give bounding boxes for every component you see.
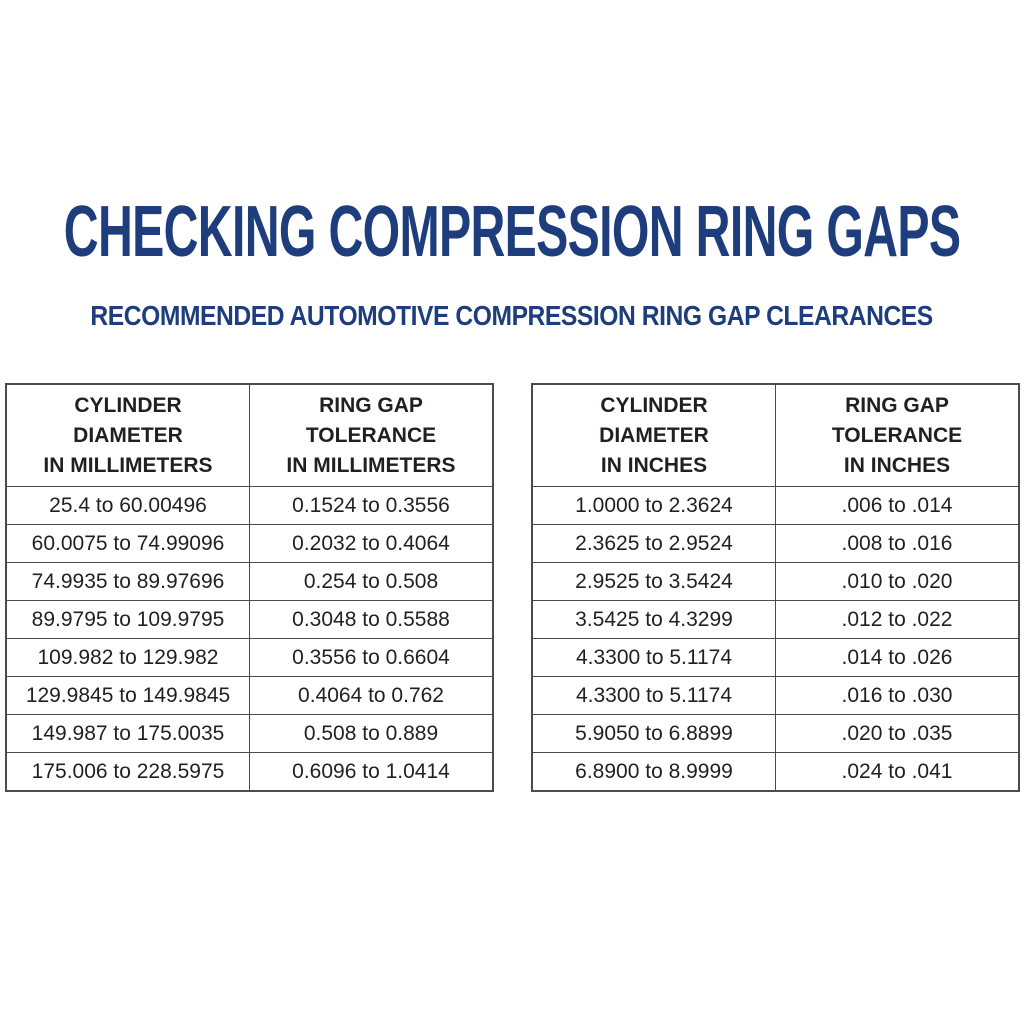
header-line: CYLINDER <box>74 393 182 417</box>
header-line: RING GAP <box>845 393 949 417</box>
header-line: TOLERANCE <box>305 423 437 447</box>
cell-diameter-range: 2.9525 to 3.5424 <box>532 563 776 601</box>
cell-gap-tolerance: .012 to .022 <box>776 601 1020 639</box>
cell-diameter-range: 60.0075 to 74.99096 <box>6 525 250 563</box>
page-title: CHECKING COMPRESSION RING GAPS <box>63 192 961 272</box>
cell-diameter-range: 25.4 to 60.00496 <box>6 487 250 525</box>
cell-gap-tolerance: 0.3556 to 0.6604 <box>250 639 494 677</box>
cell-gap-tolerance: 0.508 to 0.889 <box>250 715 494 753</box>
header-cylinder-diameter <box>6 384 250 487</box>
header-line: RING GAP <box>319 393 423 417</box>
table-row <box>6 487 493 525</box>
cell-gap-tolerance: .016 to .030 <box>776 677 1020 715</box>
cell-diameter-range: 74.9935 to 89.97696 <box>6 563 250 601</box>
cell-gap-tolerance: .010 to .020 <box>776 563 1020 601</box>
table-row <box>6 601 493 639</box>
cell-gap-tolerance: .020 to .035 <box>776 715 1020 753</box>
cell-diameter-range: 175.006 to 228.5975 <box>6 753 250 792</box>
cell-diameter-range: 3.5425 to 4.3299 <box>532 601 776 639</box>
table-row <box>532 563 1019 601</box>
cell-diameter-range: 129.9845 to 149.9845 <box>6 677 250 715</box>
cell-diameter-range: 2.3625 to 2.9524 <box>532 525 776 563</box>
cell-diameter-range: 6.8900 to 8.9999 <box>532 753 776 792</box>
header-line: CYLINDER <box>600 393 708 417</box>
cell-gap-tolerance: 0.1524 to 0.3556 <box>250 487 494 525</box>
header-line: DIAMETER <box>599 423 709 447</box>
cell-diameter-range: 4.3300 to 5.1174 <box>532 639 776 677</box>
cell-diameter-range: 89.9795 to 109.9795 <box>6 601 250 639</box>
table-row <box>532 753 1019 792</box>
cell-gap-tolerance: 0.2032 to 0.4064 <box>250 525 494 563</box>
header-line: IN MILLIMETERS <box>286 453 456 477</box>
table-row <box>532 677 1019 715</box>
header-ring-gap-tolerance <box>776 384 1020 487</box>
cell-gap-tolerance: 0.3048 to 0.5588 <box>250 601 494 639</box>
cell-diameter-range: 4.3300 to 5.1174 <box>532 677 776 715</box>
page-subtitle: RECOMMENDED AUTOMOTIVE COMPRESSION RING GAP CLEARANCES <box>90 300 934 331</box>
cell-gap-tolerance: .014 to .026 <box>776 639 1020 677</box>
cell-gap-tolerance: 0.6096 to 1.0414 <box>250 753 494 792</box>
table-row <box>532 715 1019 753</box>
header-line: IN INCHES <box>843 453 951 477</box>
cell-diameter-range: 5.9050 to 6.8899 <box>532 715 776 753</box>
header-ring-gap-tolerance <box>250 384 494 487</box>
table-row <box>6 525 493 563</box>
header-row <box>532 384 1019 487</box>
header-line: IN INCHES <box>600 453 708 477</box>
header-line: IN MILLIMETERS <box>43 453 213 477</box>
title-container <box>0 192 1024 272</box>
cell-gap-tolerance: 0.254 to 0.508 <box>250 563 494 601</box>
table-row <box>6 639 493 677</box>
table-row <box>6 715 493 753</box>
cell-gap-tolerance: 0.4064 to 0.762 <box>250 677 494 715</box>
header-line: TOLERANCE <box>831 423 963 447</box>
cell-gap-tolerance: .008 to .016 <box>776 525 1020 563</box>
cell-diameter-range: 149.987 to 175.0035 <box>6 715 250 753</box>
inches-table <box>531 383 1020 792</box>
table-row <box>532 525 1019 563</box>
table-row <box>6 563 493 601</box>
table-row <box>532 487 1019 525</box>
header-cylinder-diameter <box>532 384 776 487</box>
cell-gap-tolerance: .024 to .041 <box>776 753 1020 792</box>
header-row <box>6 384 493 487</box>
tables-container <box>5 383 1020 792</box>
table-row <box>532 601 1019 639</box>
table-row <box>532 639 1019 677</box>
cell-diameter-range: 109.982 to 129.982 <box>6 639 250 677</box>
cell-diameter-range: 1.0000 to 2.3624 <box>532 487 776 525</box>
cell-gap-tolerance: .006 to .014 <box>776 487 1020 525</box>
subtitle-container <box>0 301 1024 332</box>
millimeters-table <box>5 383 494 792</box>
table-row <box>6 753 493 792</box>
table-row <box>6 677 493 715</box>
header-line: DIAMETER <box>73 423 183 447</box>
